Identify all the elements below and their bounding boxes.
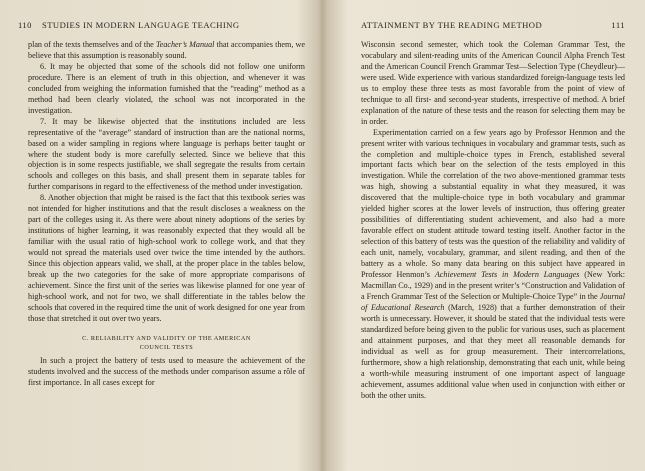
paragraph-text: plan of the texts themselves and of the	[28, 40, 156, 49]
paragraph-objection-7: 7. It may be likewise objected that the institutions included are less representative of the “average” standard of instruction than are the national norms, based on a wider sampling in regions where language is perhaps better taught or where the student body is more carefully selected. Since we believe that this objection is in some respects justifiable, we shall segregate the results from certain schools and colleges on this basis, and shall present them in separate tables for further comparisons in regard to the effectiveness of the method under investigation.	[28, 116, 305, 192]
paragraph	[361, 128, 625, 402]
left-page-number: 110	[18, 20, 32, 30]
paragraph-text: (March, 1928) that a further demonstration of their worth is unnecessary. However, it should be stated that the individual tests were standardized before being given to the public for various uses, such as placement and attainment purposes, and that they meet all reasonable demands for individual as well as for group measurement. Their intercorrelations, furthermore, show a high relationship, demonstrating that each unit, while being a worth-while measuring instrument of one important aspect of language achievement, assumes additional value when used in conjunction with either or both the other units.	[361, 302, 626, 400]
journal-title-italic: Journal of Educational Research	[361, 291, 625, 312]
right-running-title: ATTAINMENT BY THE READING METHOD	[361, 20, 543, 30]
paragraph	[28, 40, 305, 62]
right-page	[323, 0, 645, 471]
section-heading	[28, 334, 305, 352]
paragraph-text: Experimentation carried on a few years ago by Professor Henmon and the present writer with various techniques in vocabulary and grammar tests, such as the completion and multiple-choice types in French, established several important facts which bear on the selection of the tests employed in this investigation. While the correlation of the two above-mentioned grammar tests was high, showing a substantial equality in what they measured, it was discovered that the multiple-choice type in both vocabulary and grammar yielded higher scores at the lower levels of instruction, thus offering greater possibilities of differentiating student achievement, and also had a more favorable effect on student attitude toward testing itself. Another factor in the selection of this battery of tests was the question of the reliability and validity of each unit, namely, vocabulary, grammar, and silent reading, and then of the battery as a whole. So many data bearing on this subject have appeared in Professor Henmon’s	[361, 127, 625, 280]
left-running-title: STUDIES IN MODERN LANGUAGE TEACHING	[42, 20, 240, 30]
paragraph-text: (New York: Macmillan Co., 1929) and in the present writer’s “Construction and Validation of a French Grammar Test of the Selection or Multiple-Choice Type” in the	[361, 270, 626, 301]
left-page	[0, 0, 322, 471]
paragraph-objection-8: 8. Another objection that might be raised is the fact that this textbook series was not intended for higher institutions and that the result discloses a weakness on the part of the colleges using it. As there were about ninety adoptions of the series by institutions of higher learning, it was reasonably expected that they would all be familiar with the usual ratio of high-school work to college work, and that they would not spread the materials used over twice the time intended by the authors. Since this objection appears valid, we shall, at the proper place in the tables below, break up the two categories for the sake of more appropriate comparisons of achievement. Since the first unit of the series was likewise planned for one year of high-school work, and not for two, we shall differentiate in the tables below the schools that covered in the required time the unit of work designed for one year from those that stretched it out over two years.	[28, 193, 305, 323]
paragraph-text: that accompanies them, we believe that this assumption is reasonably sound.	[28, 40, 305, 60]
left-page-body	[28, 40, 305, 389]
section-heading-line: COUNCIL TESTS	[139, 343, 194, 351]
book-title-italic: Teacher’s Manual	[155, 40, 215, 49]
right-page-number: 111	[611, 20, 625, 30]
right-page-body	[361, 40, 625, 401]
book-title-italic: Achievement Tests in Modern Languages	[434, 270, 580, 280]
section-heading-line: C. RELIABILITY AND VALIDITY OF THE AMERICAN	[82, 334, 251, 342]
paragraph: In such a project the battery of tests used to measure the achievement of the students involved and the success of the methods under comparison assume a rôle of first importance. In all cases except for	[28, 355, 305, 387]
paragraph: Wisconsin second semester, which took the Coleman Grammar Test, the vocabulary and silent-reading units of the American Council Alpha French Test and the American Council French Grammar Test—Selection Type (Cheydleur)—were used. Wide experience with various standardized foreign-language tests led us to employ these three tests as most favorable from the point of view of technique to all first- and second-year students, irrespective of method. A brief explanation of the nature of these tests and the reason for selecting them may be in order.	[361, 40, 625, 126]
paragraph-objection-6: 6. It may be objected that some of the schools did not follow one uniform procedure. There is an element of truth in this objection, and whenever it was concluded from weighing the information furnished that the “reading” method as a method had been clearly violated, the school was not incorporated in the investigation.	[28, 61, 305, 115]
